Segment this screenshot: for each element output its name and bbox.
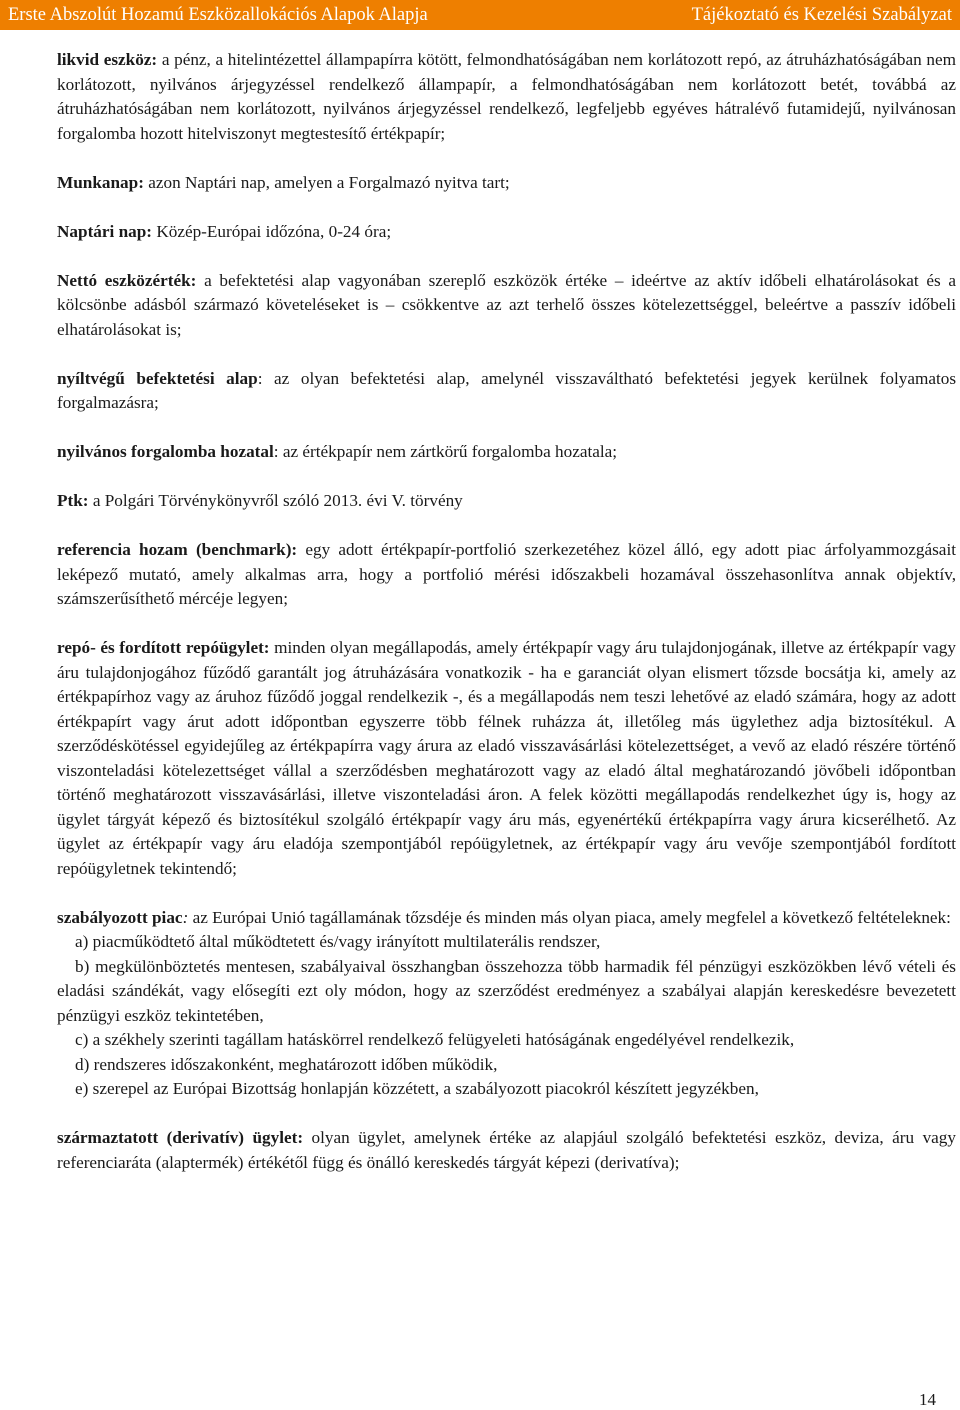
definition-term: likvid eszköz: [57, 50, 158, 69]
definition-text: a pénz, a hitelintézettel állampapírra kötött, felmondhatóságában nem korlátozott repó, az átruházhatóságában nem korlátozott, nyilvános árjegyzéssel rendelkező állampapír, a felmondhatóságában nem korlátozott betét, továbbá az átruházhatóságában nem korlátozott, nyilvános árjegyzéssel rendelkező, legfeljebb egyéves hátralévő futamidejű, nyilvánosan forgalomba hozott hitelviszonyt megtestesítő értékpapír; [57, 50, 956, 143]
list-item-text: d) rendszeres időszakonként, meghatározott időben működik, [75, 1054, 498, 1074]
definition-text: a befektetési alap vagyonában szereplő eszközök értéke – ideértve az aktív időbeli elhatárolásokat és a kölcsönbe adásból származó követeléseket is – csökkentve az azt terhelő összes kötelezettséggel, beleértve a passzív időbeli elhatárolásokat is; [57, 270, 956, 339]
definition-text: minden olyan megállapodás, amely értékpapír vagy áru tulajdonjogának, illetve az értékpapír vagy áru tulajdonjogához fűződő garantált jog átruházására vonatkozik - ha e garanciát olyan elismert tőzsde bocsátja ki, amely az értékpapírhoz vagy az áruhoz fűződő joggal rendelkezik -, és a megállapodás nem teszi lehetővé az eladó számára, hogy az adott értékpapírt vagy árut adott időpontban egyszerre több félnek ruházza át, illetőleg más ügylethez adja biztosítékul. A szerződéskötéssel egyidejűleg az értékpapírra vagy árura az eladó visszavásárlási kötelezettséget, a vevő az eladó részére történő viszonteladási kötelezettséget vállal a szerződésben meghatározott vagy az eladó által meghatározandó jövőbeli időpontban történő meghatározott visszavásárlási, illetve viszonteladási áron. A felek közötti megállapodás rendelkezhet úgy is, hogy az ügylet tárgyát képező és biztosítékul szolgáló értékpapír vagy áru más, egyenértékű értékpapírra vagy árura kicserélhető. Az ügylet az értékpapír vagy áru eladója szempontjából repóügyletnek, az értékpapír vagy áru vevője szempontjából fordított repóügyletnek tekintendő; [57, 638, 956, 878]
definition-term: Nettó eszközérték: [57, 270, 197, 290]
page-number: 14 [919, 1390, 936, 1409]
definition-term: nyíltvégű befektetési alap [57, 368, 258, 388]
definition-szarmaztatott-ugylet [57, 1126, 956, 1175]
list-item-c [57, 1028, 956, 1053]
list-item-a [57, 930, 956, 955]
definition-term: Ptk: [57, 491, 89, 510]
definition-likvid-eszkoz [57, 48, 956, 146]
definition-munkanap [57, 171, 956, 196]
document-header [0, 0, 960, 30]
definition-text: a Polgári Törvénykönyvről szóló 2013. évi V. törvény [88, 491, 463, 510]
definition-szabalyozott-piac [57, 906, 956, 931]
definition-naptari-nap [57, 220, 956, 245]
definition-text: Közép-Európai időzóna, 0-24 óra; [152, 221, 392, 241]
definition-colon: : [182, 907, 189, 927]
definition-term: származtatott (derivatív) ügylet: [57, 1128, 304, 1147]
definition-repougylet [57, 636, 956, 881]
definitions-body [57, 48, 956, 1200]
definition-term: Naptári nap: [57, 221, 153, 241]
definition-text: olyan ügylet, amelynek értéke az alapjául szolgáló befektetési eszköz, deviza, áru vagy referenciaráta (alaptermék) értékétől függ és önálló kereskedés tárgyát képezi (derivatíva); [57, 1128, 956, 1172]
definition-term: repó- és fordított repóügylet: [57, 638, 270, 657]
header-fund-title: Erste Abszolút Hozamú Eszközallokációs Alapok Alapja [8, 5, 428, 25]
list-item-b [57, 955, 956, 1029]
definition-text: egy adott értékpapír-portfolió szerkezetéhez közel álló, egy adott piac árfolyammozgásait leképező mutató, amely alkalmas arra, hogy a portfolió mérési időszakbeli hozamával összehasonlítva annak objektív, számszerűsíthető mércéje legyen; [57, 540, 956, 608]
definition-text: : az olyan befektetési alap, amelynél visszaváltható befektetési jegyek kerülnek folyamatos forgalmazásra; [57, 368, 957, 412]
definition-ptk [57, 489, 956, 514]
definition-netto-eszkozertek [57, 269, 956, 343]
list-item-e [57, 1077, 956, 1102]
definition-text: azon Naptári nap, amelyen a Forgalmazó nyitva tart; [143, 172, 510, 192]
definition-term: Munkanap: [57, 172, 144, 192]
list-item-text: e) szerepel az Európai Bizottság honlapján közzétett, a szabályozott piacokról készített jegyzékben, [75, 1079, 759, 1098]
list-item-text: c) a székhely szerinti tagállam hatáskörrel rendelkező felügyeleti hatóságának engedélyével rendelkezik, [75, 1030, 795, 1049]
definition-nyilvanos-forgalomba-hozatal [57, 440, 956, 465]
list-item-text: b) megkülönböztetés mentesen, szabályaival összhangban összehozza több harmadik fél pénzügyi eszközökben lévő vételi és eladási szándékát, vagy elősegíti ezt oly módon, hogy az szerződést eredményez a szabályai alapján kereskedésre bevezetett pénzügyi eszköz tekintetében, [57, 956, 956, 1025]
definition-term: nyilvános forgalomba hozatal [57, 442, 274, 461]
list-item-d [57, 1053, 956, 1078]
definition-nyiltvegu-alap [57, 367, 956, 416]
header-document-title: Tájékoztató és Kezelési Szabályzat [691, 5, 952, 25]
definition-text: : az értékpapír nem zártkörű forgalomba hozatala; [273, 442, 618, 461]
definition-text: az Európai Unió tagállamának tőzsdéje és minden más olyan piaca, amely megfelel a következő feltételeknek: [188, 907, 951, 927]
list-item-text: a) piacműködtető által működtetett és/vagy irányított multilaterális rendszer, [75, 932, 601, 951]
definition-referencia-hozam [57, 538, 956, 612]
definition-term: szabályozott piac [57, 907, 183, 927]
definition-term: referencia hozam (benchmark): [57, 540, 298, 559]
